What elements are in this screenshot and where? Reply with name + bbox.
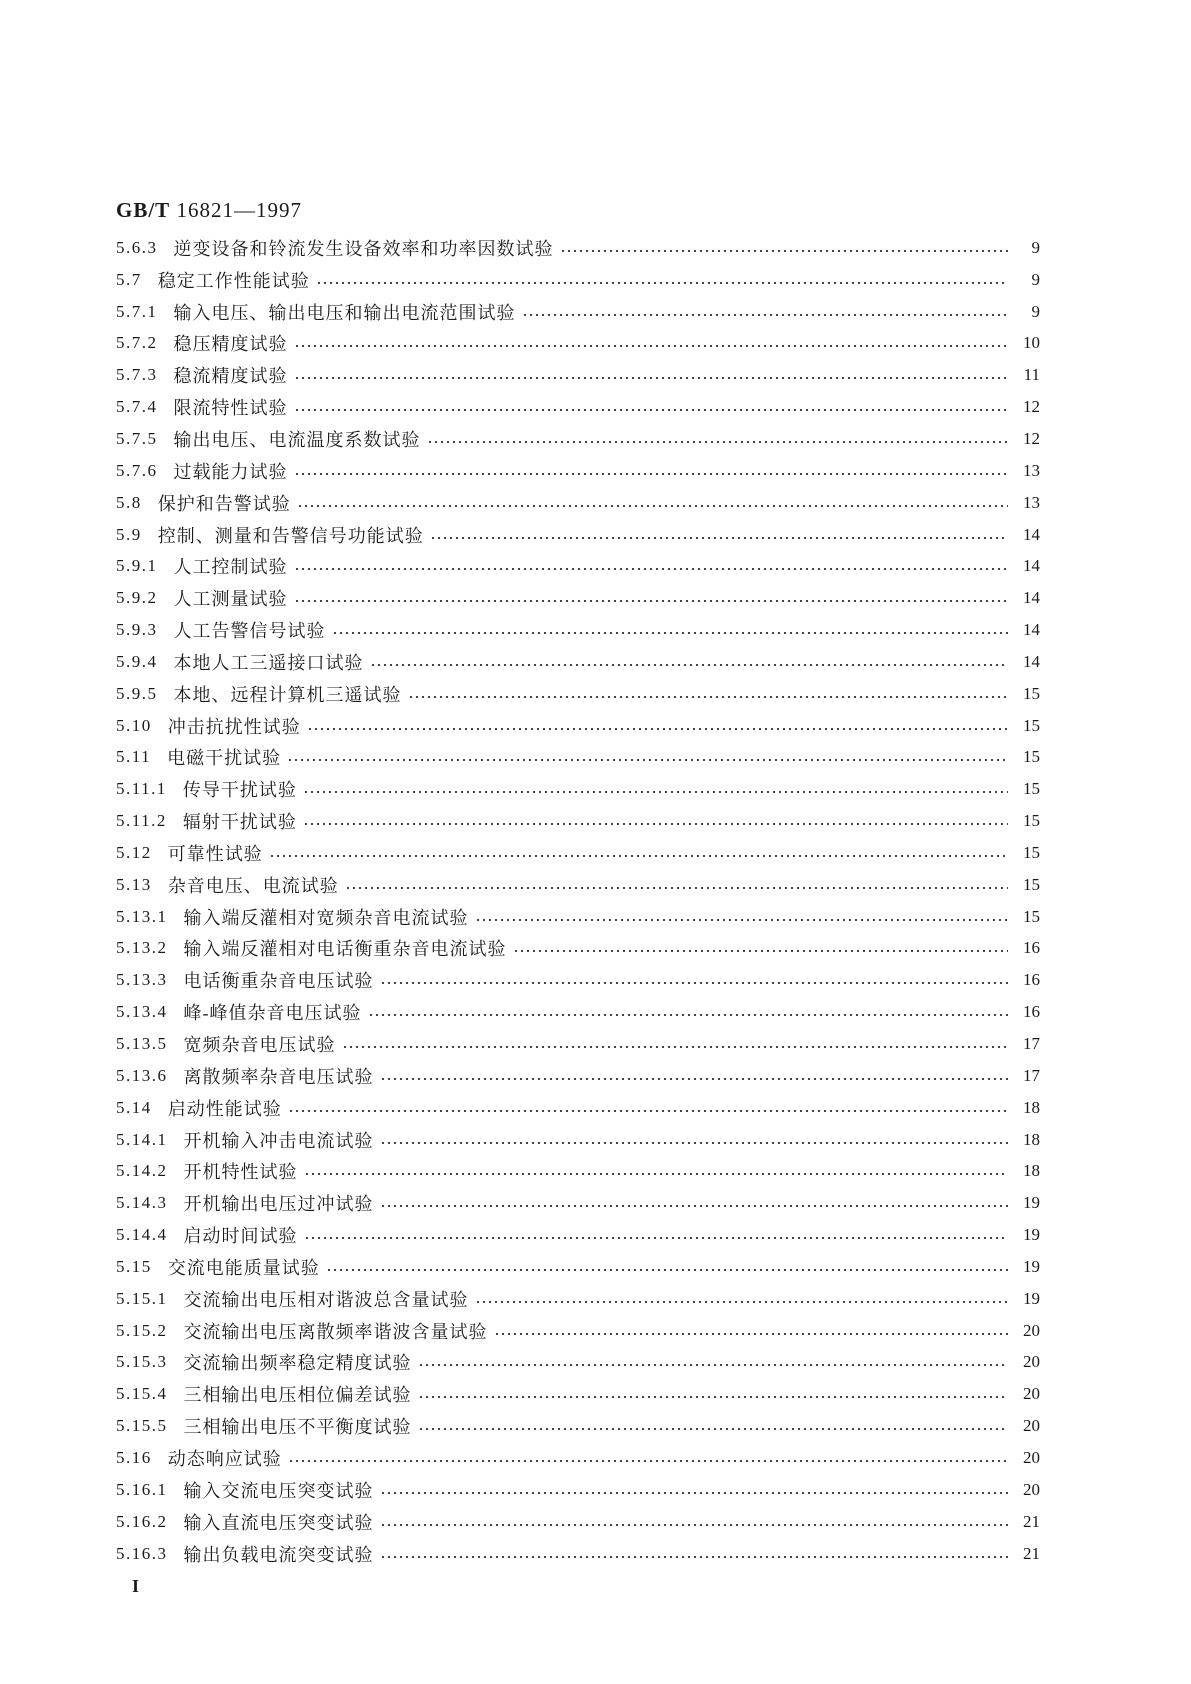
toc-dot-leader xyxy=(326,1268,1008,1272)
toc-page-number: 20 xyxy=(1023,1320,1040,1340)
toc-dot-leader xyxy=(342,1045,1009,1049)
toc-entry xyxy=(116,1187,1040,1219)
toc-dot-leader xyxy=(380,1077,1009,1081)
toc-page-number: 14 xyxy=(1023,524,1040,544)
toc-dot-leader xyxy=(345,886,1008,890)
toc-page-number: 16 xyxy=(1023,1002,1040,1022)
toc-dot-leader xyxy=(288,1109,1008,1113)
toc-entry-title: 开机输出电压过冲试验 xyxy=(183,1194,374,1215)
toc-entry-title: 保护和告警试验 xyxy=(157,493,291,514)
toc-dot-leader xyxy=(427,440,1009,444)
toc-entry-title: 本地、远程计算机三遥试验 xyxy=(173,684,402,705)
toc-entry xyxy=(116,1506,1040,1538)
toc-dot-leader xyxy=(294,408,1009,412)
toc-page-number: 19 xyxy=(1023,1193,1040,1213)
toc-entry xyxy=(116,773,1040,805)
toc-dot-leader xyxy=(430,536,1008,540)
toc-entry-title: 输入端反灌相对电话衡重杂音电流试验 xyxy=(183,939,507,960)
toc-page-number: 19 xyxy=(1023,1288,1040,1308)
toc-entry xyxy=(116,264,1040,296)
toc-section-number: 5.16.1 xyxy=(116,1479,168,1499)
toc-entry-title: 输入直流电压突变试验 xyxy=(183,1512,374,1533)
toc-page-number: 21 xyxy=(1023,1543,1040,1563)
toc-dot-leader xyxy=(370,663,1009,667)
toc-section-number: 5.9.3 xyxy=(116,620,158,640)
toc-entry xyxy=(116,359,1040,391)
toc-section-number: 5.13.4 xyxy=(116,1002,168,1022)
toc-entry xyxy=(116,1474,1040,1506)
toc-section-number: 5.7.4 xyxy=(116,397,158,417)
toc-section-number: 5.8 xyxy=(116,492,142,512)
toc-dot-leader xyxy=(522,313,1009,317)
toc-entry xyxy=(116,1283,1040,1315)
toc-section-number: 5.7.3 xyxy=(116,365,158,385)
toc-dot-leader xyxy=(418,1395,1009,1399)
toc-section-number: 5.9.5 xyxy=(116,683,158,703)
toc-entry xyxy=(116,1155,1040,1187)
toc-entry xyxy=(116,614,1040,646)
toc-page-number: 17 xyxy=(1023,1034,1040,1054)
toc-section-number: 5.16.3 xyxy=(116,1543,168,1563)
toc-entry xyxy=(116,391,1040,423)
toc-page-number: 19 xyxy=(1023,1256,1040,1276)
toc-dot-leader xyxy=(303,790,1008,794)
toc-section-number: 5.13.1 xyxy=(116,906,168,926)
toc-dot-leader xyxy=(494,1332,1009,1336)
toc-entry xyxy=(116,519,1040,551)
toc-entry-title: 峰-峰值杂音电压试验 xyxy=(183,1003,362,1024)
toc-entry xyxy=(116,964,1040,996)
toc-dot-leader xyxy=(418,1427,1009,1431)
toc-entry-title: 离散频率杂音电压试验 xyxy=(183,1066,374,1087)
toc-page-number: 15 xyxy=(1023,906,1040,926)
toc-entry-title: 人工测量试验 xyxy=(173,589,288,610)
toc-section-number: 5.13.5 xyxy=(116,1034,168,1054)
toc-section-number: 5.6.3 xyxy=(116,237,158,257)
toc-page-number: 14 xyxy=(1023,556,1040,576)
toc-page-number: 13 xyxy=(1023,460,1040,480)
toc-page-number: 12 xyxy=(1023,397,1040,417)
toc-section-number: 5.9.4 xyxy=(116,651,158,671)
toc-section-number: 5.9 xyxy=(116,524,142,544)
toc-page-number: 21 xyxy=(1023,1511,1040,1531)
toc-entry xyxy=(116,1219,1040,1251)
toc-entry-title: 输出电压、电流温度系数试验 xyxy=(173,429,421,450)
toc-entry xyxy=(116,1092,1040,1124)
toc-entry-title: 输入端反灌相对宽频杂音电流试验 xyxy=(183,907,469,928)
standard-code: GB/T xyxy=(116,198,171,222)
toc-section-number: 5.11.1 xyxy=(116,779,167,799)
toc-dot-leader xyxy=(380,1523,1009,1527)
toc-page-number: 20 xyxy=(1023,1384,1040,1404)
toc-dot-leader xyxy=(316,281,1008,285)
toc-page-number: 12 xyxy=(1023,428,1040,448)
toc-section-number: 5.11 xyxy=(116,747,152,767)
toc-entry xyxy=(116,901,1040,933)
toc-section-number: 5.15 xyxy=(116,1256,152,1276)
toc-page-number: 9 xyxy=(1031,269,1040,289)
toc-entry xyxy=(116,1442,1040,1474)
toc-entry-title: 三相输出电压相位偏差试验 xyxy=(183,1385,412,1406)
toc-entry-title: 传导干扰试验 xyxy=(182,780,297,801)
toc-entry xyxy=(116,1538,1040,1570)
toc-dot-leader xyxy=(303,822,1008,826)
toc-dot-leader xyxy=(294,344,1009,348)
toc-dot-leader xyxy=(380,1141,1009,1145)
toc-section-number: 5.13.2 xyxy=(116,938,168,958)
toc-entry-title: 稳流精度试验 xyxy=(173,366,288,387)
toc-entry-title: 宽频杂音电压试验 xyxy=(183,1035,336,1056)
toc-dot-leader xyxy=(304,1236,1009,1240)
toc-dot-leader xyxy=(288,1459,1008,1463)
toc-entry xyxy=(116,232,1040,264)
toc-page-number: 20 xyxy=(1023,1416,1040,1436)
toc-page-number: 18 xyxy=(1023,1161,1040,1181)
toc-entry-title: 人工告警信号试验 xyxy=(173,621,326,642)
toc-entry-title: 开机特性试验 xyxy=(183,1162,298,1183)
toc-page-number: 20 xyxy=(1023,1479,1040,1499)
toc-section-number: 5.7.5 xyxy=(116,428,158,448)
toc-entry xyxy=(116,1028,1040,1060)
footer-page-number: I xyxy=(132,1576,140,1596)
toc-entry-title: 三相输出电压不平衡度试验 xyxy=(183,1417,412,1438)
toc-section-number: 5.7.1 xyxy=(116,301,158,321)
toc-section-number: 5.11.2 xyxy=(116,811,167,831)
toc-dot-leader xyxy=(380,981,1009,985)
toc-entry xyxy=(116,1410,1040,1442)
toc-page-number: 20 xyxy=(1023,1352,1040,1372)
toc-entry xyxy=(116,328,1040,360)
toc-dot-leader xyxy=(380,1555,1009,1559)
toc-entry-title: 交流输出电压离散频率谐波含量试验 xyxy=(183,1321,488,1342)
toc-dot-leader xyxy=(560,249,1009,253)
standard-header xyxy=(116,198,302,223)
toc-section-number: 5.14.1 xyxy=(116,1129,168,1149)
toc-section-number: 5.16.2 xyxy=(116,1511,168,1531)
toc-entry-title: 人工控制试验 xyxy=(173,557,288,578)
toc-section-number: 5.10 xyxy=(116,715,152,735)
toc-page-number: 18 xyxy=(1023,1129,1040,1149)
toc-section-number: 5.9.2 xyxy=(116,588,158,608)
toc-section-number: 5.15.5 xyxy=(116,1416,168,1436)
toc-section-number: 5.13.6 xyxy=(116,1065,168,1085)
toc-dot-leader xyxy=(475,1300,1009,1304)
toc-dot-leader xyxy=(368,1013,1009,1017)
toc-dot-leader xyxy=(513,949,1009,953)
toc-entry xyxy=(116,1124,1040,1156)
toc-entry xyxy=(116,1251,1040,1283)
toc-page-number: 9 xyxy=(1031,237,1040,257)
toc-page-number: 15 xyxy=(1023,747,1040,767)
toc-section-number: 5.12 xyxy=(116,842,152,862)
toc-entry xyxy=(116,1378,1040,1410)
toc-page-number: 15 xyxy=(1023,715,1040,735)
toc-entry-title: 控制、测量和告警信号功能试验 xyxy=(157,525,424,546)
standard-number: 16821—1997 xyxy=(176,198,302,222)
toc-entry-title: 开机输入冲击电流试验 xyxy=(183,1130,374,1151)
toc-dot-leader xyxy=(294,599,1009,603)
toc-entry-title: 过载能力试验 xyxy=(173,461,288,482)
toc-page-number: 19 xyxy=(1023,1225,1040,1245)
toc-dot-leader xyxy=(269,854,1008,858)
toc-section-number: 5.14.3 xyxy=(116,1193,168,1213)
toc-entry-title: 稳定工作性能试验 xyxy=(157,270,310,291)
toc-entry xyxy=(116,996,1040,1028)
toc-entry xyxy=(116,1060,1040,1092)
toc-entry-title: 稳压精度试验 xyxy=(173,334,288,355)
toc-dot-leader xyxy=(304,1172,1009,1176)
toc-page-number: 13 xyxy=(1023,492,1040,512)
toc-entry-title: 逆变设备和铃流发生设备效率和功率因数试验 xyxy=(173,238,554,259)
toc-section-number: 5.13 xyxy=(116,874,152,894)
toc-page-number: 14 xyxy=(1023,620,1040,640)
toc-section-number: 5.15.2 xyxy=(116,1320,168,1340)
toc-entry xyxy=(116,805,1040,837)
toc-dot-leader xyxy=(332,631,1009,635)
toc-page-number: 14 xyxy=(1023,588,1040,608)
toc-entry-title: 杂音电压、电流试验 xyxy=(167,875,339,896)
toc-section-number: 5.14.4 xyxy=(116,1225,168,1245)
toc-section-number: 5.15.3 xyxy=(116,1352,168,1372)
toc-dot-leader xyxy=(287,758,1008,762)
toc-entry-title: 本地人工三遥接口试验 xyxy=(173,652,364,673)
toc-entry xyxy=(116,1347,1040,1379)
toc-entry xyxy=(116,869,1040,901)
toc-dot-leader xyxy=(307,727,1008,731)
toc-entry-title: 电话衡重杂音电压试验 xyxy=(183,971,374,992)
toc-entry xyxy=(116,742,1040,774)
toc-entry-title: 交流电能质量试验 xyxy=(167,1257,320,1278)
toc-dot-leader xyxy=(294,567,1009,571)
toc-entry xyxy=(116,455,1040,487)
toc-entry xyxy=(116,678,1040,710)
toc-dot-leader xyxy=(294,472,1009,476)
toc-entry-title: 动态响应试验 xyxy=(167,1448,282,1469)
toc-page-number: 17 xyxy=(1023,1065,1040,1085)
toc-entry xyxy=(116,837,1040,869)
toc-entry xyxy=(116,1315,1040,1347)
toc-section-number: 5.7.2 xyxy=(116,333,158,353)
toc-section-number: 5.14.2 xyxy=(116,1161,168,1181)
toc-entry-title: 输入电压、输出电压和输出电流范围试验 xyxy=(173,302,516,323)
toc-entry xyxy=(116,296,1040,328)
toc-dot-leader xyxy=(418,1363,1009,1367)
toc-page-number: 11 xyxy=(1023,365,1040,385)
toc-page-number: 20 xyxy=(1023,1447,1040,1467)
toc-section-number: 5.9.1 xyxy=(116,556,158,576)
toc-entry xyxy=(116,487,1040,519)
toc-section-number: 5.14 xyxy=(116,1097,152,1117)
toc-entry-title: 输入交流电压突变试验 xyxy=(183,1480,374,1501)
toc-dot-leader xyxy=(408,695,1009,699)
toc-entry-title: 启动时间试验 xyxy=(183,1226,298,1247)
toc-dot-leader xyxy=(475,918,1009,922)
toc-entry-title: 可靠性试验 xyxy=(167,843,263,864)
toc-section-number: 5.16 xyxy=(116,1447,152,1467)
toc-dot-leader xyxy=(380,1491,1009,1495)
toc-section-number: 5.7.6 xyxy=(116,460,158,480)
toc-entry-title: 交流输出电压相对谐波总含量试验 xyxy=(183,1289,469,1310)
toc-entry xyxy=(116,933,1040,965)
toc-page-number: 18 xyxy=(1023,1097,1040,1117)
toc-page-number: 15 xyxy=(1023,874,1040,894)
toc-dot-leader xyxy=(380,1204,1009,1208)
toc-page-number: 9 xyxy=(1031,301,1040,321)
toc-page-number: 14 xyxy=(1023,651,1040,671)
toc-section-number: 5.13.3 xyxy=(116,970,168,990)
toc-entry xyxy=(116,582,1040,614)
toc-page-number: 10 xyxy=(1023,333,1040,353)
toc-entry xyxy=(116,550,1040,582)
toc-entry-title: 启动性能试验 xyxy=(167,1098,282,1119)
table-of-contents xyxy=(116,232,1040,1569)
toc-entry xyxy=(116,710,1040,742)
toc-entry-title: 交流输出频率稳定精度试验 xyxy=(183,1353,412,1374)
toc-entry-title: 限流特性试验 xyxy=(173,398,288,419)
toc-section-number: 5.15.4 xyxy=(116,1384,168,1404)
toc-entry-title: 冲击抗扰性试验 xyxy=(167,716,301,737)
toc-page-number: 15 xyxy=(1023,811,1040,831)
toc-dot-leader xyxy=(294,376,1009,380)
toc-page-number: 16 xyxy=(1023,938,1040,958)
toc-entry-title: 电磁干扰试验 xyxy=(167,748,282,769)
toc-section-number: 5.15.1 xyxy=(116,1288,168,1308)
toc-section-number: 5.7 xyxy=(116,269,142,289)
toc-page-number: 15 xyxy=(1023,842,1040,862)
toc-entry-title: 输出负载电流突变试验 xyxy=(183,1544,374,1565)
toc-entry xyxy=(116,423,1040,455)
toc-page-number: 15 xyxy=(1023,779,1040,799)
toc-entry-title: 辐射干扰试验 xyxy=(182,812,297,833)
toc-page-number: 16 xyxy=(1023,970,1040,990)
toc-page-number: 15 xyxy=(1023,683,1040,703)
toc-entry xyxy=(116,646,1040,678)
toc-dot-leader xyxy=(297,504,1008,508)
